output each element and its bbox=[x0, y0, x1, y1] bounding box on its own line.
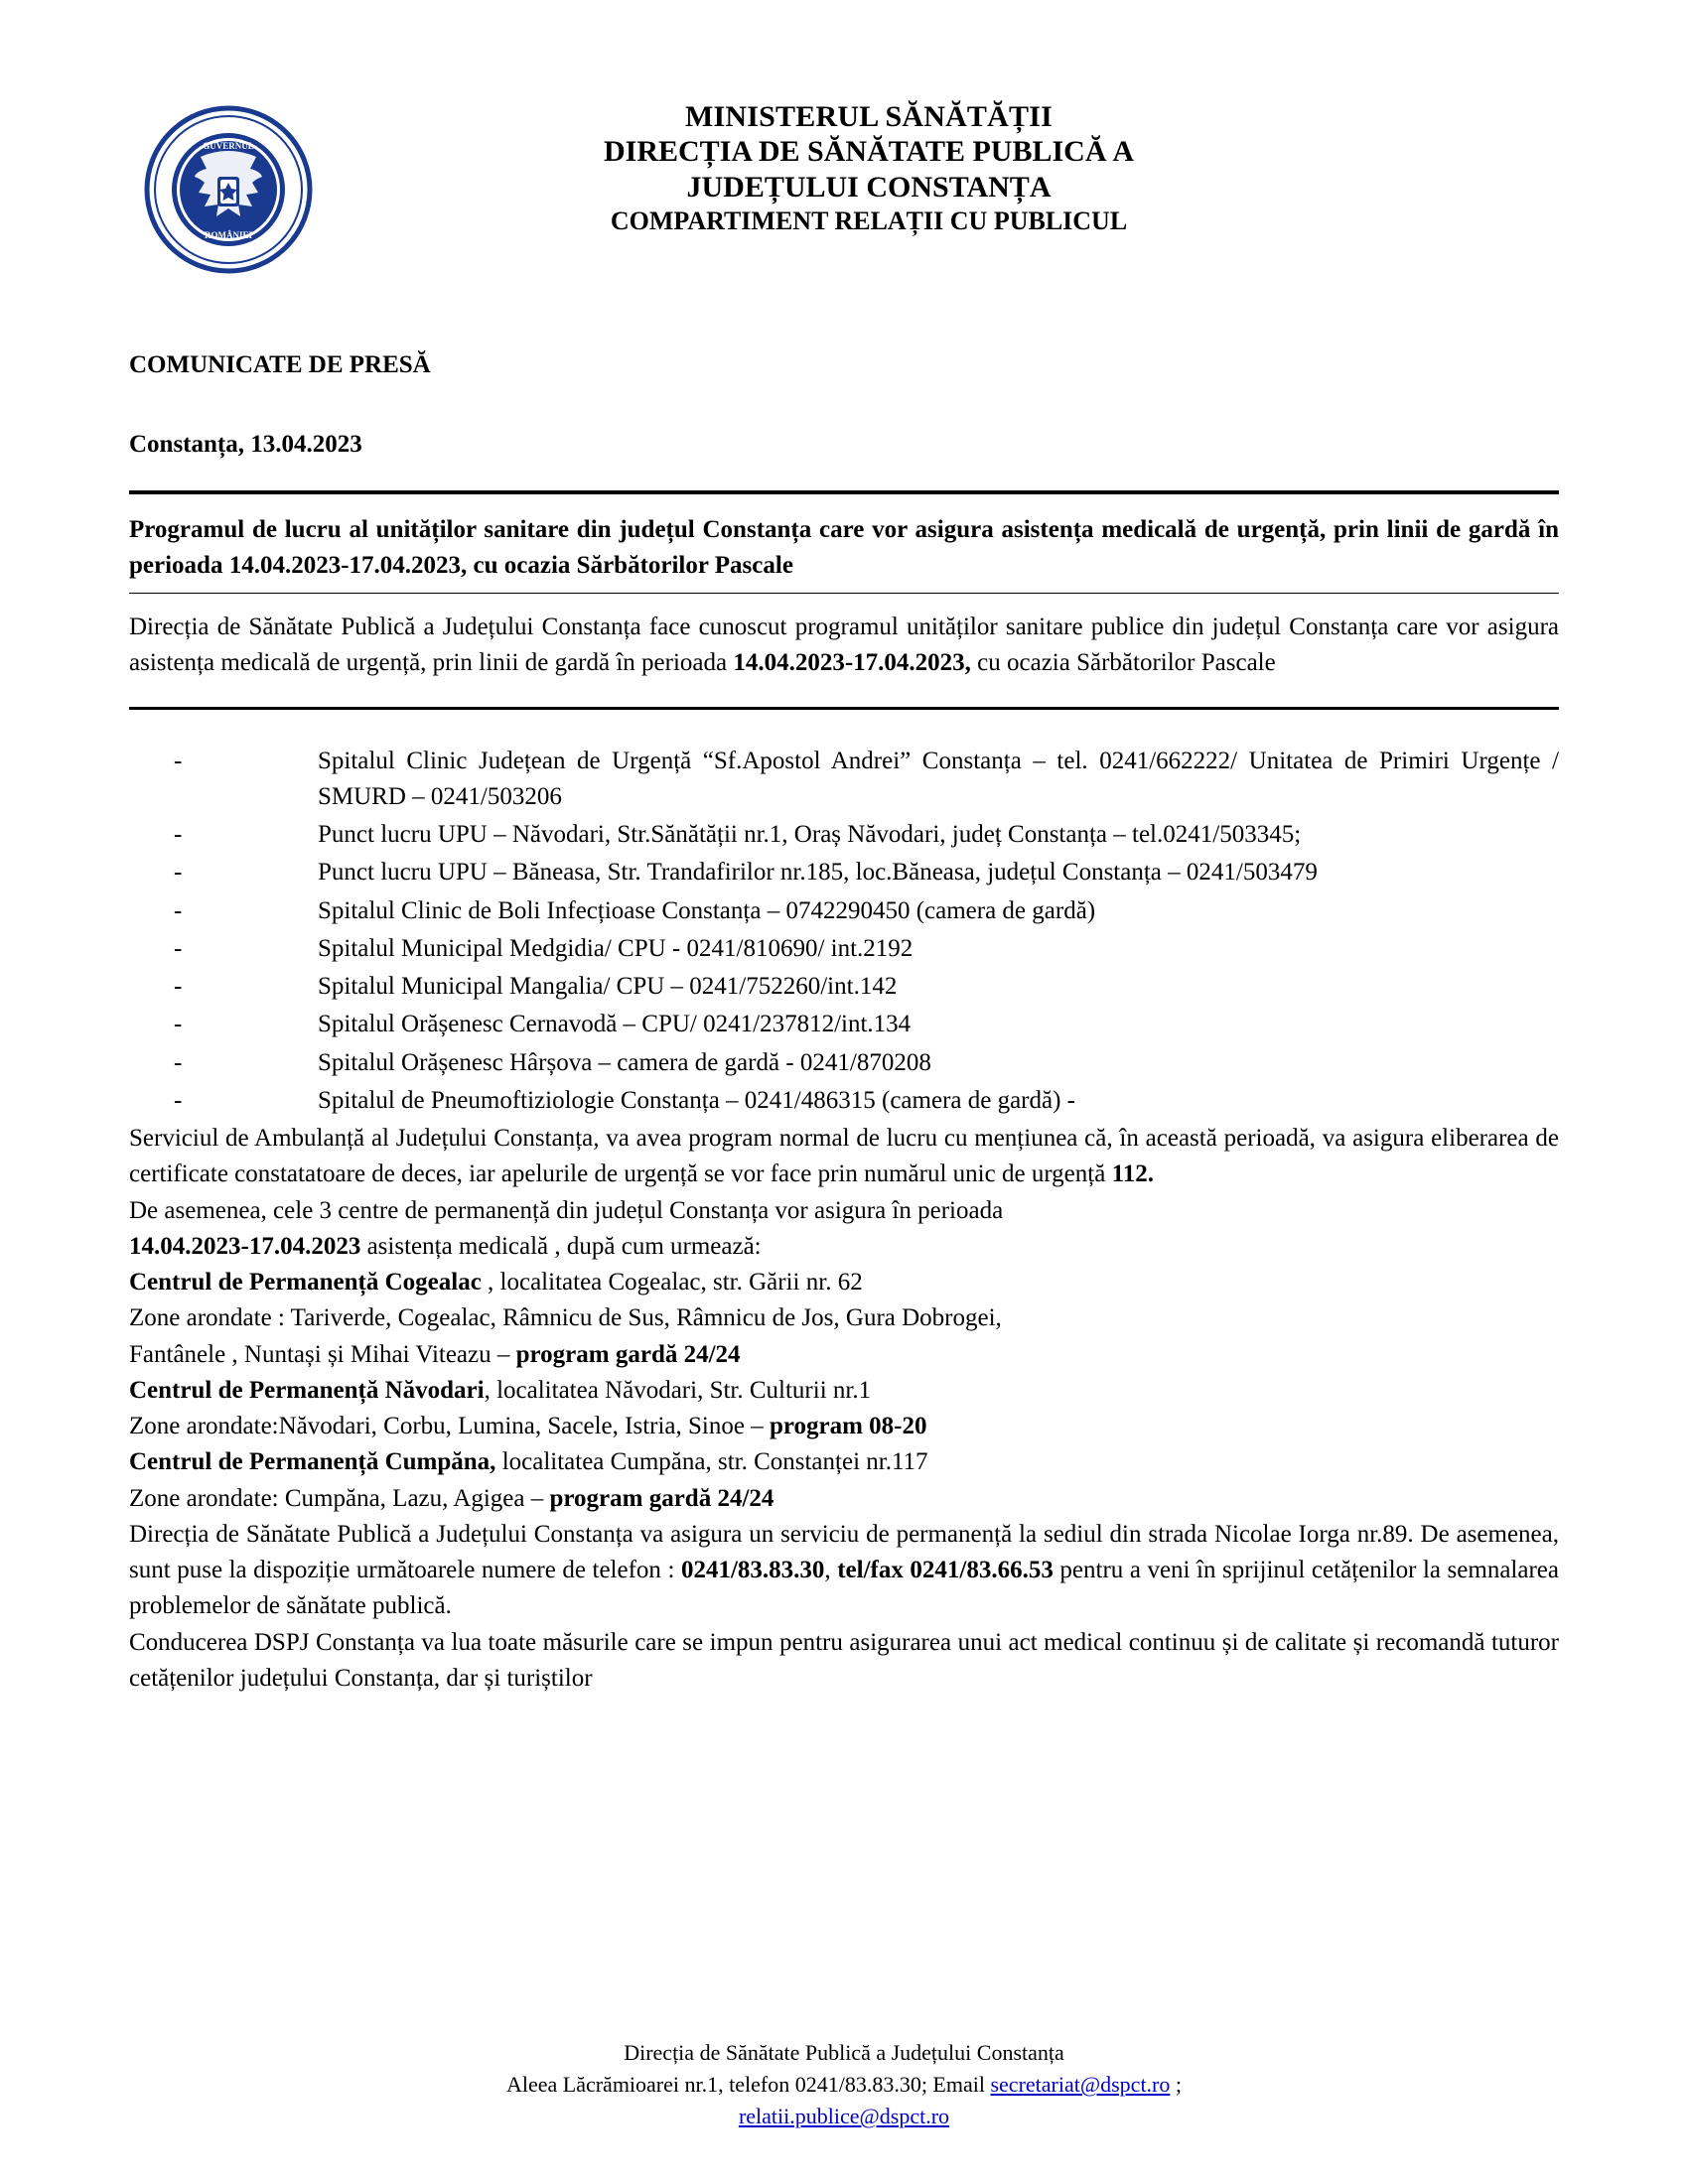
hospital-list bbox=[129, 744, 1559, 1120]
list-item bbox=[129, 1007, 1559, 1042]
intro-text-1: Direcția de Sănătate Publică a Județului Constanța face cunoscut programul unităților sanitare publice din județul Constanța care vor asigura asistența medicală de urgență, prin linii de gardă în perioada bbox=[129, 614, 1559, 677]
press-release-label: COMUNICATE DE PRESĂ bbox=[129, 351, 431, 378]
management-paragraph: Conducerea DSPJ Constanța va lua toate măsurile care se impun pentru asigurarea unui act medical continuu și de calitate și recomandă tuturor cetățenilor județului Constanța, dar și turiștilor bbox=[129, 1628, 1559, 1692]
svg-text:ROMÂNIEI: ROMÂNIEI bbox=[204, 230, 253, 240]
svg-text:GUVERNUL: GUVERNUL bbox=[203, 141, 254, 151]
list-item-text: Spitalul Clinic Județean de Urgență “Sf.Apostol Andrei” Constanța – tel. 0241/662222/ Unitatea de Primiri Urgențe / SMURD – 0241/503206 bbox=[318, 747, 1559, 810]
header-title-block bbox=[328, 99, 1559, 237]
permanence-intro-text-2: asistența medicală , după cum urmează: bbox=[360, 1232, 762, 1260]
list-bullet-dash: - bbox=[174, 973, 183, 1000]
permanence-period-paragraph bbox=[129, 1229, 1559, 1265]
list-bullet-dash: - bbox=[174, 859, 183, 887]
dsp-contact-text-2: pentru a veni în sprijinul cetățenilor la semnalarea problemelor de sănătate publică. bbox=[129, 1557, 1559, 1620]
list-item-text: Punct lucru UPU – Băneasa, Str. Trandafirilor nr.185, loc.Băneasa, județul Constanța – 0241/503479 bbox=[318, 859, 1318, 887]
list-item-text: Spitalul de Pneumoftiziologie Constanța – 0241/486315 (camera de gardă) - bbox=[318, 1086, 1076, 1114]
center-navodari-name-line bbox=[129, 1373, 1559, 1409]
center-zones: Zone arondate:Năvodari, Corbu, Lumina, Sacele, Istria, Sinoe – bbox=[129, 1413, 770, 1439]
permanence-period: 14.04.2023-17.04.2023 bbox=[129, 1232, 361, 1260]
list-bullet-dash: - bbox=[174, 934, 183, 962]
dsp-contact-paragraph bbox=[129, 1517, 1559, 1625]
list-item bbox=[129, 1045, 1559, 1081]
footer-email-line bbox=[129, 2101, 1559, 2132]
center-zones: Zone arondate : Tariverde, Cogealac, Râmnicu de Sus, Râmnicu de Jos, Gura Dobrogei, bbox=[129, 1304, 1002, 1332]
center-cogealac-name-line bbox=[129, 1265, 1559, 1300]
government-crest-icon bbox=[129, 99, 328, 274]
dsp-phone-1: 0241/83.83.30 bbox=[680, 1557, 825, 1583]
center-cogealac-zones-line2 bbox=[129, 1337, 1559, 1373]
ambulance-paragraph bbox=[129, 1121, 1559, 1193]
department-title: COMPARTIMENT RELAȚII CU PUBLICUL bbox=[610, 206, 1128, 236]
center-cumpana-zones-line bbox=[129, 1481, 1559, 1517]
center-address: , localitatea Cogealac, str. Gării nr. 62 bbox=[481, 1269, 863, 1296]
list-bullet-dash: - bbox=[174, 1086, 183, 1114]
list-item bbox=[129, 744, 1559, 816]
center-navodari-zones-line bbox=[129, 1409, 1559, 1444]
ministry-title: MINISTERUL SĂNĂTĂȚII bbox=[685, 100, 1053, 133]
center-name: Centrul de Permanență Cumpăna, bbox=[129, 1448, 496, 1476]
list-item-text: Punct lucru UPU – Năvodari, Str.Sănătății nr.1, Oraș Năvodari, județ Constanța – tel.0241/503345; bbox=[318, 821, 1302, 848]
permanence-intro-paragraph bbox=[129, 1193, 1559, 1229]
list-item-text: Spitalul Municipal Mangalia/ CPU – 0241/752260/int.142 bbox=[318, 973, 898, 1000]
permanence-intro-text: De asemenea, cele 3 centre de permanență din județul Constanța vor asigura în perioada bbox=[129, 1196, 1004, 1224]
center-zones: Zone arondate: Cumpăna, Lazu, Agigea – bbox=[129, 1484, 550, 1512]
list-bullet-dash: - bbox=[174, 1048, 183, 1076]
center-program: program 08-20 bbox=[769, 1413, 927, 1439]
dsp-separator: , bbox=[824, 1557, 838, 1583]
list-bullet-dash: - bbox=[174, 1011, 183, 1038]
center-address: , localitatea Năvodari, Str. Culturii nr.1 bbox=[484, 1376, 872, 1404]
headline: Programul de lucru al unităților sanitare din județul Constanța care vor asigura asistența medicală de urgență, prin linii de gardă în perioada 14.04.2023-17.04.2023, cu ocazia Sărbătorilor Pascale bbox=[129, 516, 1559, 579]
list-item bbox=[129, 855, 1559, 890]
document-footer bbox=[129, 2037, 1559, 2132]
list-item bbox=[129, 893, 1559, 929]
divider-under-intro bbox=[129, 707, 1559, 710]
center-cumpana-name-line bbox=[129, 1444, 1559, 1480]
list-item-text: Spitalul Clinic de Boli Infecțioase Constanța – 0742290450 (camera de gardă) bbox=[318, 896, 1096, 924]
divider-under-headline bbox=[129, 593, 1559, 594]
list-item-text: Spitalul Municipal Medgidia/ CPU - 0241/810690/ int.2192 bbox=[318, 934, 914, 962]
dsp-contact-text-1: Direcția de Sănătate Publică a Județului Constanța va asigura un serviciu de permanență la sediul din strada Nicolae Iorga nr.89. De asemenea, sunt puse la dispoziție următoarele numere de telefon : bbox=[129, 1520, 1559, 1583]
list-bullet-dash: - bbox=[174, 747, 183, 774]
intro-text-2: cu ocazia Sărbătorilor Pascale bbox=[970, 649, 1276, 677]
place-date: Constanța, 13.04.2023 bbox=[129, 431, 362, 458]
list-item bbox=[129, 817, 1559, 853]
directorate-title-line2: JUDEȚULUI CONSTANȚA bbox=[686, 170, 1052, 204]
ambulance-text: Serviciul de Ambulanță al Județului Constanța, va avea program normal de lucru cu mențiunea că, în această perioadă, va asigura eliberarea de certificate constatatoare de deces, iar apelurile de urgență se vor face prin numărul unic de urgență bbox=[129, 1125, 1559, 1188]
center-name: Centrul de Permanență Năvodari bbox=[129, 1376, 485, 1404]
list-item-text: Spitalul Orășenesc Cernavodă – CPU/ 0241/237812/int.134 bbox=[318, 1011, 912, 1038]
center-program: program gardă 24/24 bbox=[515, 1340, 741, 1368]
list-item bbox=[129, 1083, 1559, 1119]
footer-contact-line bbox=[129, 2069, 1559, 2101]
intro-period-bold: 14.04.2023-17.04.2023, bbox=[733, 649, 971, 677]
list-item bbox=[129, 931, 1559, 967]
email-link-secretariat[interactable]: secretariat@dspct.ro bbox=[990, 2072, 1171, 2098]
list-item bbox=[129, 969, 1559, 1005]
footer-address-text: Aleea Lăcrămioarei nr.1, telefon 0241/83.83.30; Email bbox=[505, 2072, 991, 2098]
intro-paragraph bbox=[129, 610, 1559, 682]
list-item-text: Spitalul Orășenesc Hârșova – camera de gardă - 0241/870208 bbox=[318, 1048, 931, 1076]
footer-semicolon: ; bbox=[1170, 2072, 1183, 2098]
divider-top bbox=[129, 490, 1559, 494]
center-cogealac-zones-line1 bbox=[129, 1300, 1559, 1336]
email-link-relatii-publice[interactable]: relatii.publice@dspct.ro bbox=[738, 2104, 950, 2129]
center-zones-cont: Fantânele , Nuntași și Mihai Viteazu – bbox=[129, 1340, 516, 1368]
directorate-title-line1: DIRECȚIA DE SĂNĂTATE PUBLICĂ A bbox=[604, 135, 1134, 169]
footer-institution: Direcția de Sănătate Publică a Județului Constanța bbox=[624, 2040, 1064, 2066]
document-header bbox=[129, 99, 1559, 274]
dsp-phone-2: tel/fax 0241/83.66.53 bbox=[837, 1557, 1054, 1583]
emergency-number: 112. bbox=[1111, 1160, 1154, 1188]
center-name: Centrul de Permanență Cogealac bbox=[129, 1269, 482, 1296]
list-bullet-dash: - bbox=[174, 821, 183, 848]
list-bullet-dash: - bbox=[174, 896, 183, 924]
center-address: localitatea Cumpăna, str. Constanței nr.117 bbox=[495, 1448, 928, 1476]
center-program: program gardă 24/24 bbox=[549, 1484, 774, 1512]
